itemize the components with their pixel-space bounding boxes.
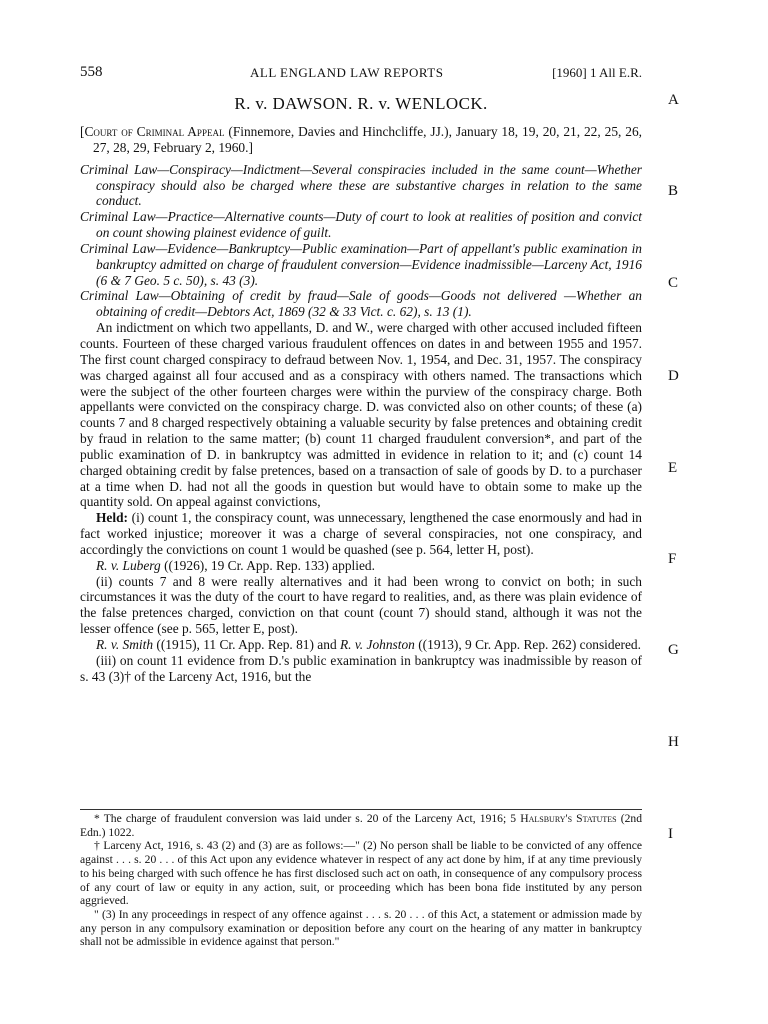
footnote-rule: [80, 809, 642, 810]
court-line: [Court of Criminal Appeal (Finnemore, Davies and Hinchcliffe, JJ.), January 18, 19, 20, 21, 22, 25, 26, 27, 28, 29, February 2, 1960.]: [80, 124, 643, 155]
headnote-3: Criminal Law—Evidence—Bankruptcy—Public examination—Part of appellant's public examination in bankruptcy admitted on charge of fraudulent conversion—Evidence inadmissible—Larceny Act, 1916 (6 & 7 Geo. 5 c. 50), s. 43 (3).: [80, 240, 642, 288]
margin-letter-h: H: [668, 734, 679, 750]
margin-letter-a: A: [668, 92, 679, 108]
margin-letter-d: D: [668, 368, 679, 384]
held-label: Held:: [96, 510, 128, 526]
running-header: [80, 64, 642, 84]
facts-paragraph: An indictment on which two appellants, D. and W., were charged with other accused included fifteen counts. Fourteen of these charged various fraudulent offences on dates in and between 1955 and 1957. The first count charged conspiracy to defraud between Nov. 1, 1954, and Dec. 31, 1957. The conspiracy was charged against all four accused and as a conspiracy with others named. The transactions which were the subject of the other fourteen charges were within the purview of the conspiracy charge. Both appellants were convicted on the conspiracy charge. D. was convicted also on other counts; of these (a) counts 7 and 8 charged respectively obtaining a valuable security by false pretences and obtaining credit by fraud in relation to the same matter; (b) count 11 charged fraudulent conversion*, and part of the public examination of D. in bankruptcy was admitted in evidence in relation to it; and (c) count 14 charged obtaining credit by false pretences, based on a transaction of sale of goods by D. to a purchaser at a time when D. had not all the goods in question but would have to obtain some to make up the quantity sold. On appeal against convictions,: [80, 320, 642, 510]
running-title: ALL ENGLAND LAW REPORTS: [250, 65, 444, 80]
held-paragraph-ii: (ii) counts 7 and 8 were really alternatives and it had been wrong to convict on both; in such circumstances it was the duty of the court to have regard to realities, and, as there was plain evidence of the false pretences charged, conviction on that count (count 7) should stand, although it was not the lesser offence (see p. 565, letter E, post).: [80, 573, 642, 637]
headnote-1: Criminal Law—Conspiracy—Indictment—Several conspiracies included in the same count—Whether conspiracy should also be charged where these are substantive charges in relation to the same conduct.: [80, 161, 642, 209]
margin-letter-i: I: [668, 826, 673, 842]
page-number: 558: [80, 64, 103, 80]
case-title: R. v. DAWSON. R. v. WENLOCK.: [234, 94, 488, 113]
footnote-2: † Larceny Act, 1916, s. 43 (2) and (3) are as follows:—" (2) No person shall be liable to be convicted of any offence against . . . s. 20 . . . of this Act upon any evidence whatever in respect of any act done by him, if at any time previously to his being charged with such offence he has first disclosed such act on oath, in consequence of any compulsory process of any court of law or equity in any action, suit, or proceeding which has been bona fide instituted by any person aggrieved.: [80, 839, 642, 908]
case-reference-2: R. v. Smith ((1915), 11 Cr. App. Rep. 81) and R. v. Johnston ((1913), 9 Cr. App. Rep. 262) considered.: [96, 637, 641, 652]
headnote-2: Criminal Law—Practice—Alternative counts—Duty of court to look at realities of position and convict on count showing plainest evidence of guilt.: [80, 209, 642, 241]
footnotes: [80, 812, 642, 949]
case-reference-1: R. v. Luberg ((1926), 19 Cr. App. Rep. 133) applied.: [96, 557, 375, 573]
footnote-1: * The charge of fraudulent conversion was laid under s. 20 of the Larceny Act, 1916; 5 Halsbury's Statutes (2nd Edn.) 1022.: [80, 812, 642, 839]
held-paragraph-iii: (iii) on count 11 evidence from D.'s public examination in bankruptcy was inadmissible by reason of s. 43 (3)† of the Larceny Act, 1916, but the: [80, 652, 642, 684]
margin-letter-c: C: [668, 275, 679, 291]
report-citation: [1960] 1 All E.R.: [552, 65, 642, 80]
report-body: [80, 124, 642, 685]
footnote-3: " (3) In any proceedings in respect of any offence against . . . s. 20 . . . of this Act, a statement or admission made by any person in any compulsory examination or deposition before any court on the hearing of any matter in bankruptcy shall not be admissible in evidence against that person.": [80, 907, 642, 949]
margin-letter-g: G: [668, 642, 679, 658]
held-paragraph-i: Held: (i) count 1, the conspiracy count, was unnecessary, lengthened the case enormously and had in fact worked injustice; moreover it was a charge of several conspiracies, not one conspiracy, and accordingly the convictions on count 1 would be quashed (see p. 564, letter H, post).: [80, 510, 642, 557]
margin-letter-e: E: [668, 460, 678, 476]
court-name: Court of Criminal Appeal: [84, 124, 225, 139]
margin-letter-f: F: [668, 551, 677, 567]
headnote-4: Criminal Law—Obtaining of credit by fraud—Sale of goods—Goods not delivered —Whether an obtaining of credit—Debtors Act, 1869 (32 & 33 Vict. c. 62), s. 13 (1).: [80, 288, 642, 320]
margin-letter-b: B: [668, 183, 679, 199]
